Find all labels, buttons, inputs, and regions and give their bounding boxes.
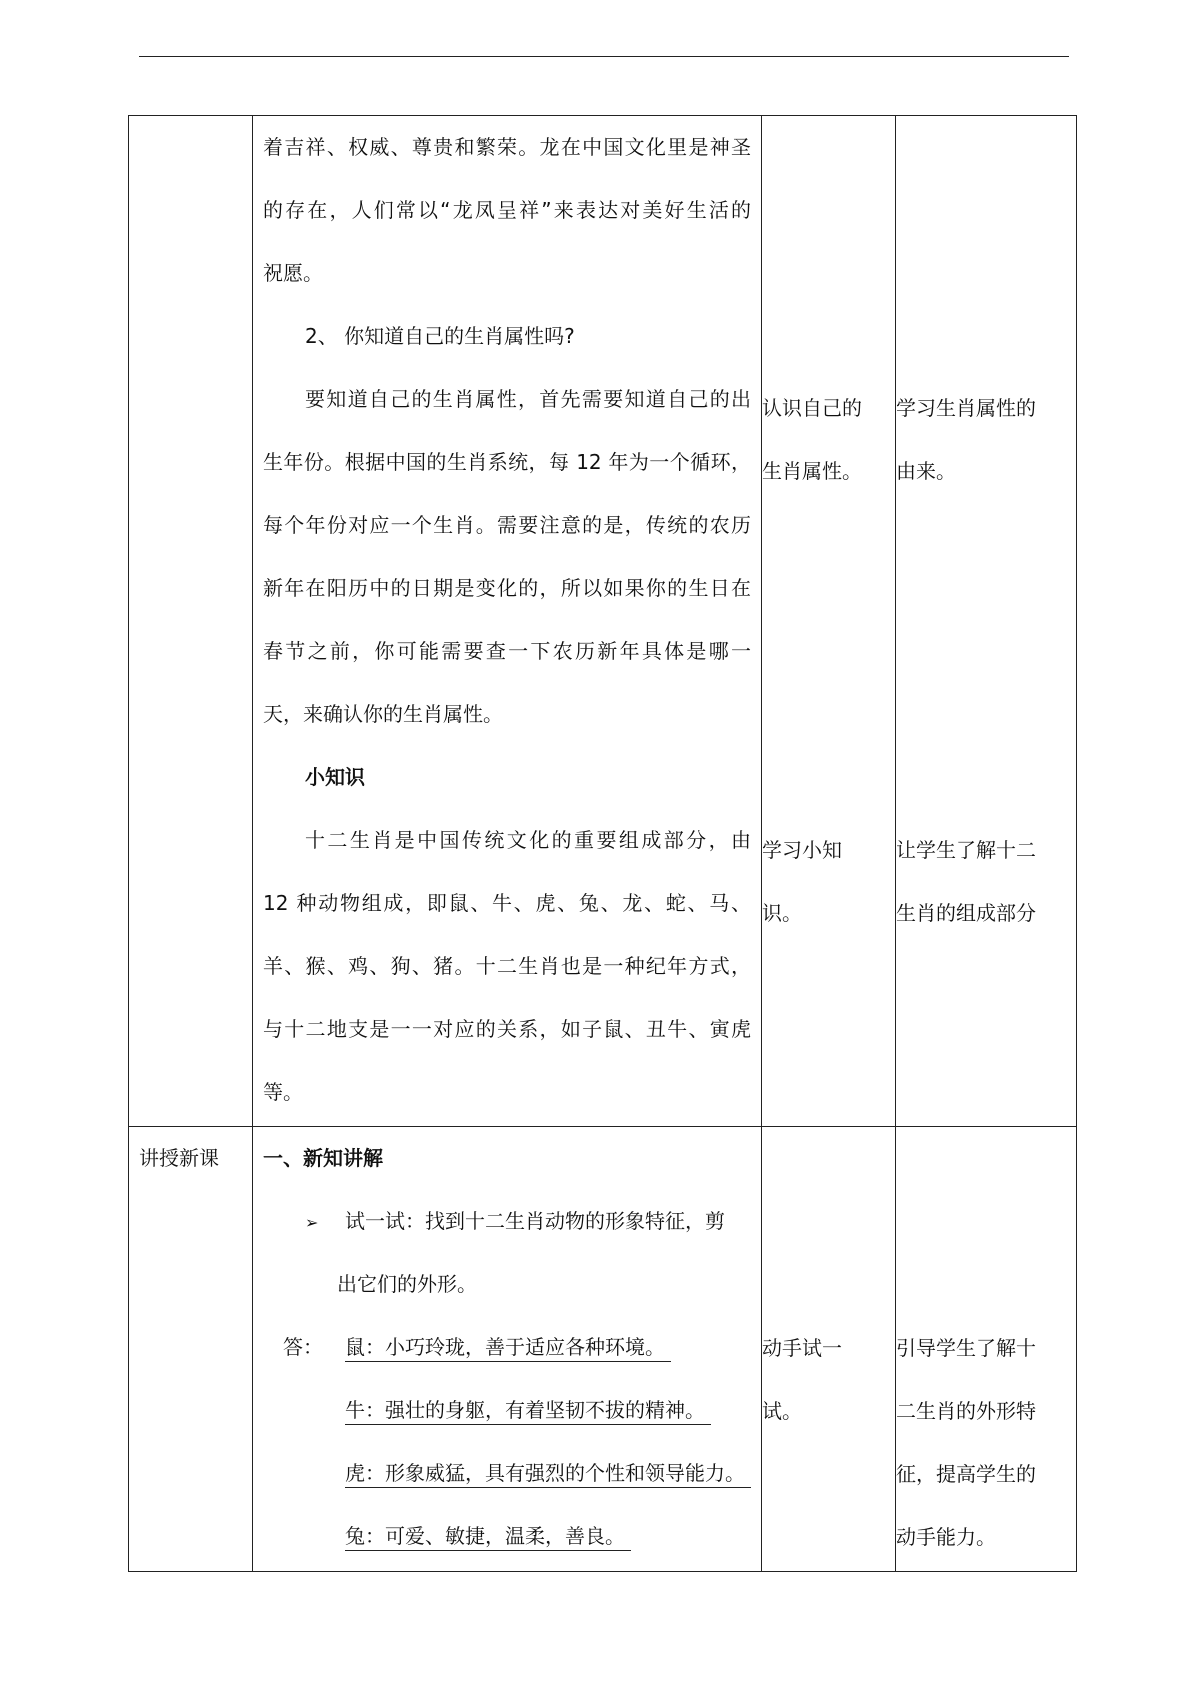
answer-text: 牛：强壮的身躯，有着坚韧不拔的精神。 [345, 1398, 711, 1425]
design-intent-line: 学习生肖属性的 [896, 396, 1036, 420]
design-intent-cell [896, 116, 1077, 1127]
knowledge-line: 羊、猴、鸡、狗、猪。十二生肖也是一种纪年方式， [263, 954, 751, 978]
answer-text: 鼠：小巧玲珑，善于适应各种环境。 [345, 1335, 671, 1362]
table-row [129, 1127, 1077, 1572]
paragraph-line: 要知道自己的生肖属性，首先需要知道自己的出 [305, 387, 751, 411]
header-rule [139, 56, 1069, 57]
content-line: 的存在，人们常以“龙凤呈祥”来表达对美好生活的 [263, 198, 751, 222]
student-activity-line: 识。 [762, 901, 802, 925]
knowledge-line: 十二生肖是中国传统文化的重要组成部分，由 [305, 828, 751, 852]
student-activity-cell [762, 1127, 896, 1572]
student-activity-line: 学习小知 [762, 838, 842, 862]
design-intent-line: 由来。 [896, 459, 956, 483]
student-activity-cell [762, 116, 896, 1127]
design-intent-line: 动手能力。 [896, 1525, 996, 1549]
paragraph-line: 新年在阳历中的日期是变化的，所以如果你的生日在 [263, 576, 751, 600]
knowledge-line: 等。 [263, 1080, 303, 1104]
paragraph-line: 每个年份对应一个生肖。需要注意的是，传统的农历 [263, 513, 751, 537]
design-intent-cell [896, 1127, 1077, 1572]
knowledge-line: 12 种动物组成，即鼠、牛、虎、兔、龙、蛇、马、 [263, 891, 751, 915]
paragraph-line: 生年份。根据中国的生肖系统，每 12 年为一个循环， [263, 450, 751, 474]
design-intent-line: 生肖的组成部分 [896, 901, 1036, 925]
arrow-bullet-icon: ➢ [305, 1213, 319, 1232]
table-row [129, 116, 1077, 1127]
student-activity-line: 认识自己的 [762, 396, 862, 420]
content-line: 着吉祥、权威、尊贵和繁荣。龙在中国文化里是神圣 [263, 135, 751, 159]
answer-text: 兔：可爱、敏捷，温柔，善良。 [345, 1524, 631, 1551]
answer-line [263, 1442, 751, 1505]
task-text: 出它们的外形。 [337, 1272, 477, 1296]
student-activity-line: 试。 [762, 1399, 802, 1423]
task-bullet [263, 1190, 751, 1253]
answer-line [263, 1505, 751, 1568]
answer-line [263, 1379, 751, 1442]
student-activity-line: 动手试一 [762, 1336, 842, 1360]
design-intent-line: 征，提高学生的 [896, 1462, 1036, 1486]
answer-line [263, 1316, 751, 1379]
paragraph-line: 春节之前，你可能需要查一下农历新年具体是哪一 [263, 639, 751, 663]
task-text: 试一试：找到十二生肖动物的形象特征，剪 [345, 1209, 725, 1233]
student-activity-line: 生肖属性。 [762, 459, 862, 483]
stage-label: 讲授新课 [139, 1146, 219, 1170]
knowledge-title: 小知识 [305, 765, 365, 789]
paragraph-line: 天，来确认你的生肖属性。 [263, 702, 503, 726]
design-intent-line: 引导学生了解十 [896, 1336, 1036, 1360]
content-line: 祝愿。 [263, 261, 323, 285]
content-cell [253, 116, 762, 1127]
answer-label: 答： [283, 1335, 323, 1359]
section-heading: 一、新知讲解 [263, 1146, 383, 1170]
answer-text: 虎：形象威猛，具有强烈的个性和领导能力。 [345, 1461, 751, 1488]
question-heading: 2、 你知道自己的生肖属性吗? [305, 324, 575, 348]
stage-cell [129, 1127, 253, 1572]
design-intent-line: 让学生了解十二 [896, 838, 1036, 862]
stage-cell [129, 116, 253, 1127]
knowledge-line: 与十二地支是一一对应的关系，如子鼠、丑牛、寅虎 [263, 1017, 751, 1041]
design-intent-line: 二生肖的外形特 [896, 1399, 1036, 1423]
lesson-plan-table [128, 115, 1077, 1572]
content-cell [253, 1127, 762, 1572]
